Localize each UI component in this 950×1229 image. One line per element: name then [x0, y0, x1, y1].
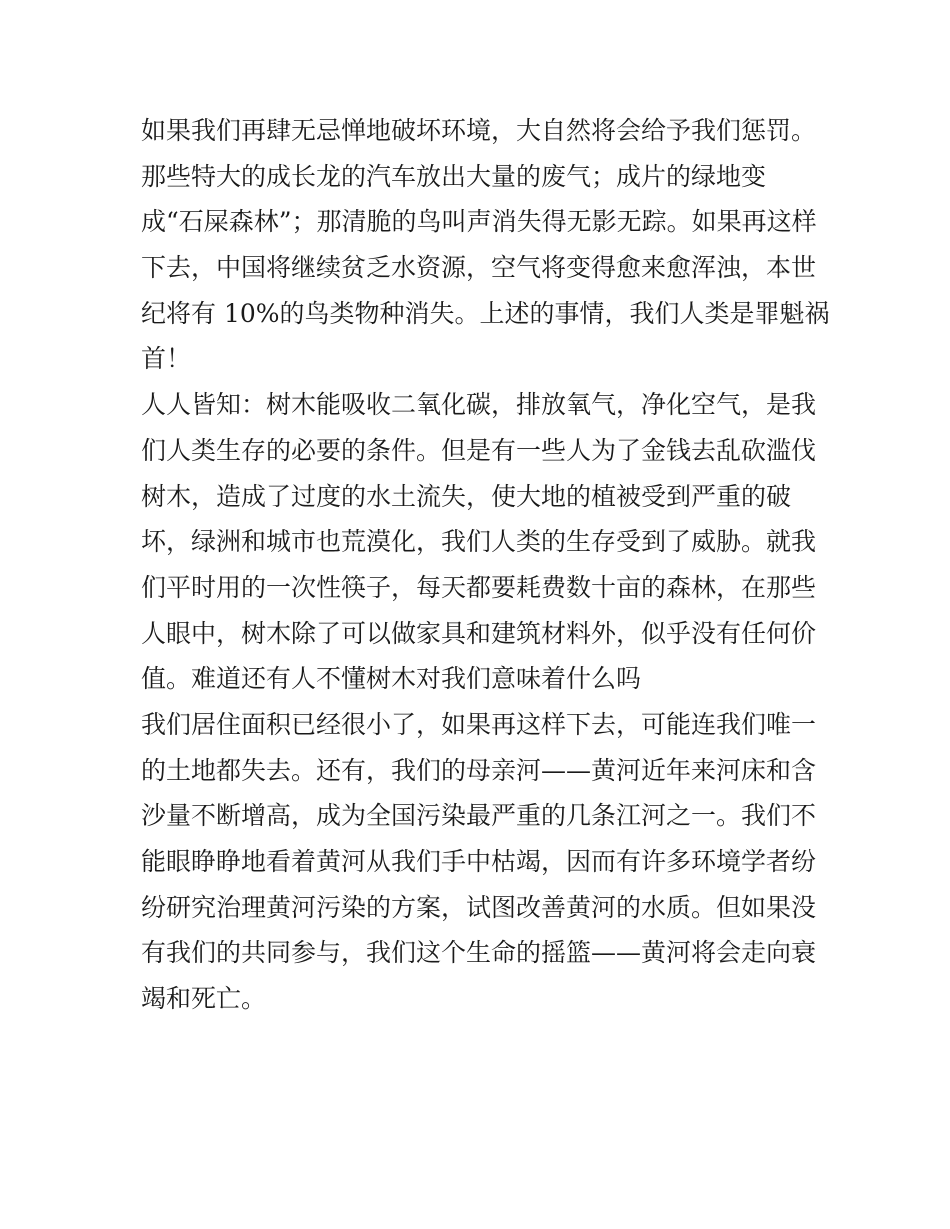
- text-line: 值。难道还有人不懂树木对我们意味着什么吗: [141, 664, 642, 694]
- text-line: 沙量不断增高，成为全国污染最严重的几条江河之一。我们不: [141, 801, 817, 831]
- text-line: 首！: [141, 344, 192, 374]
- essay-text: [141, 108, 830, 1022]
- text-line: 人人皆知：树木能吸收二氧化碳，排放氧气，净化空气，是我: [141, 390, 817, 420]
- text-line: 坏，绿洲和城市也荒漠化，我们人类的生存受到了威胁。就我: [141, 527, 817, 557]
- text-line: 的土地都失去。还有，我们的母亲河——黄河近年来河床和含: [141, 755, 817, 785]
- text-line: 们平时用的一次性筷子，每天都要耗费数十亩的森林，在那些: [141, 572, 817, 602]
- text-line: 树木，造成了过度的水土流失，使大地的植被受到严重的破: [141, 481, 792, 511]
- text-line: 们人类生存的必要的条件。但是有一些人为了金钱去乱砍滥伐: [141, 435, 817, 465]
- text-line: 能眼睁睁地看着黄河从我们手中枯竭，因而有许多环境学者纷: [141, 847, 817, 876]
- text-line: 下去，中国将继续贫乏水资源，空气将变得愈来愈浑浊，本世: [141, 253, 817, 283]
- text-line: 如果我们再肆无忌惮地破坏环境，大自然将会给予我们惩罚。: [141, 116, 817, 145]
- text-line: 那些特大的成长龙的汽车放出大量的废气；成片的绿地变: [141, 161, 767, 191]
- text-line: 纷研究治理黄河污染的方案，试图改善黄河的水质。但如果没: [141, 892, 817, 922]
- text-line: 我们居住面积已经很小了，如果再这样下去，可能连我们唯一: [141, 709, 817, 739]
- text-line: 有我们的共同参与，我们这个生命的摇篮——黄河将会走向衰: [141, 938, 817, 968]
- text-line: 竭和死亡。: [141, 984, 267, 1014]
- text-line: 成“石屎森林”；那清脆的鸟叫声消失得无影无踪。如果再这样: [141, 207, 817, 237]
- text-line: 人眼中，树木除了可以做家具和建筑材料外，似乎没有任何价: [141, 618, 817, 648]
- text-line: 纪将有 10%的鸟类物种消失。上述的事情，我们人类是罪魁祸: [141, 298, 830, 328]
